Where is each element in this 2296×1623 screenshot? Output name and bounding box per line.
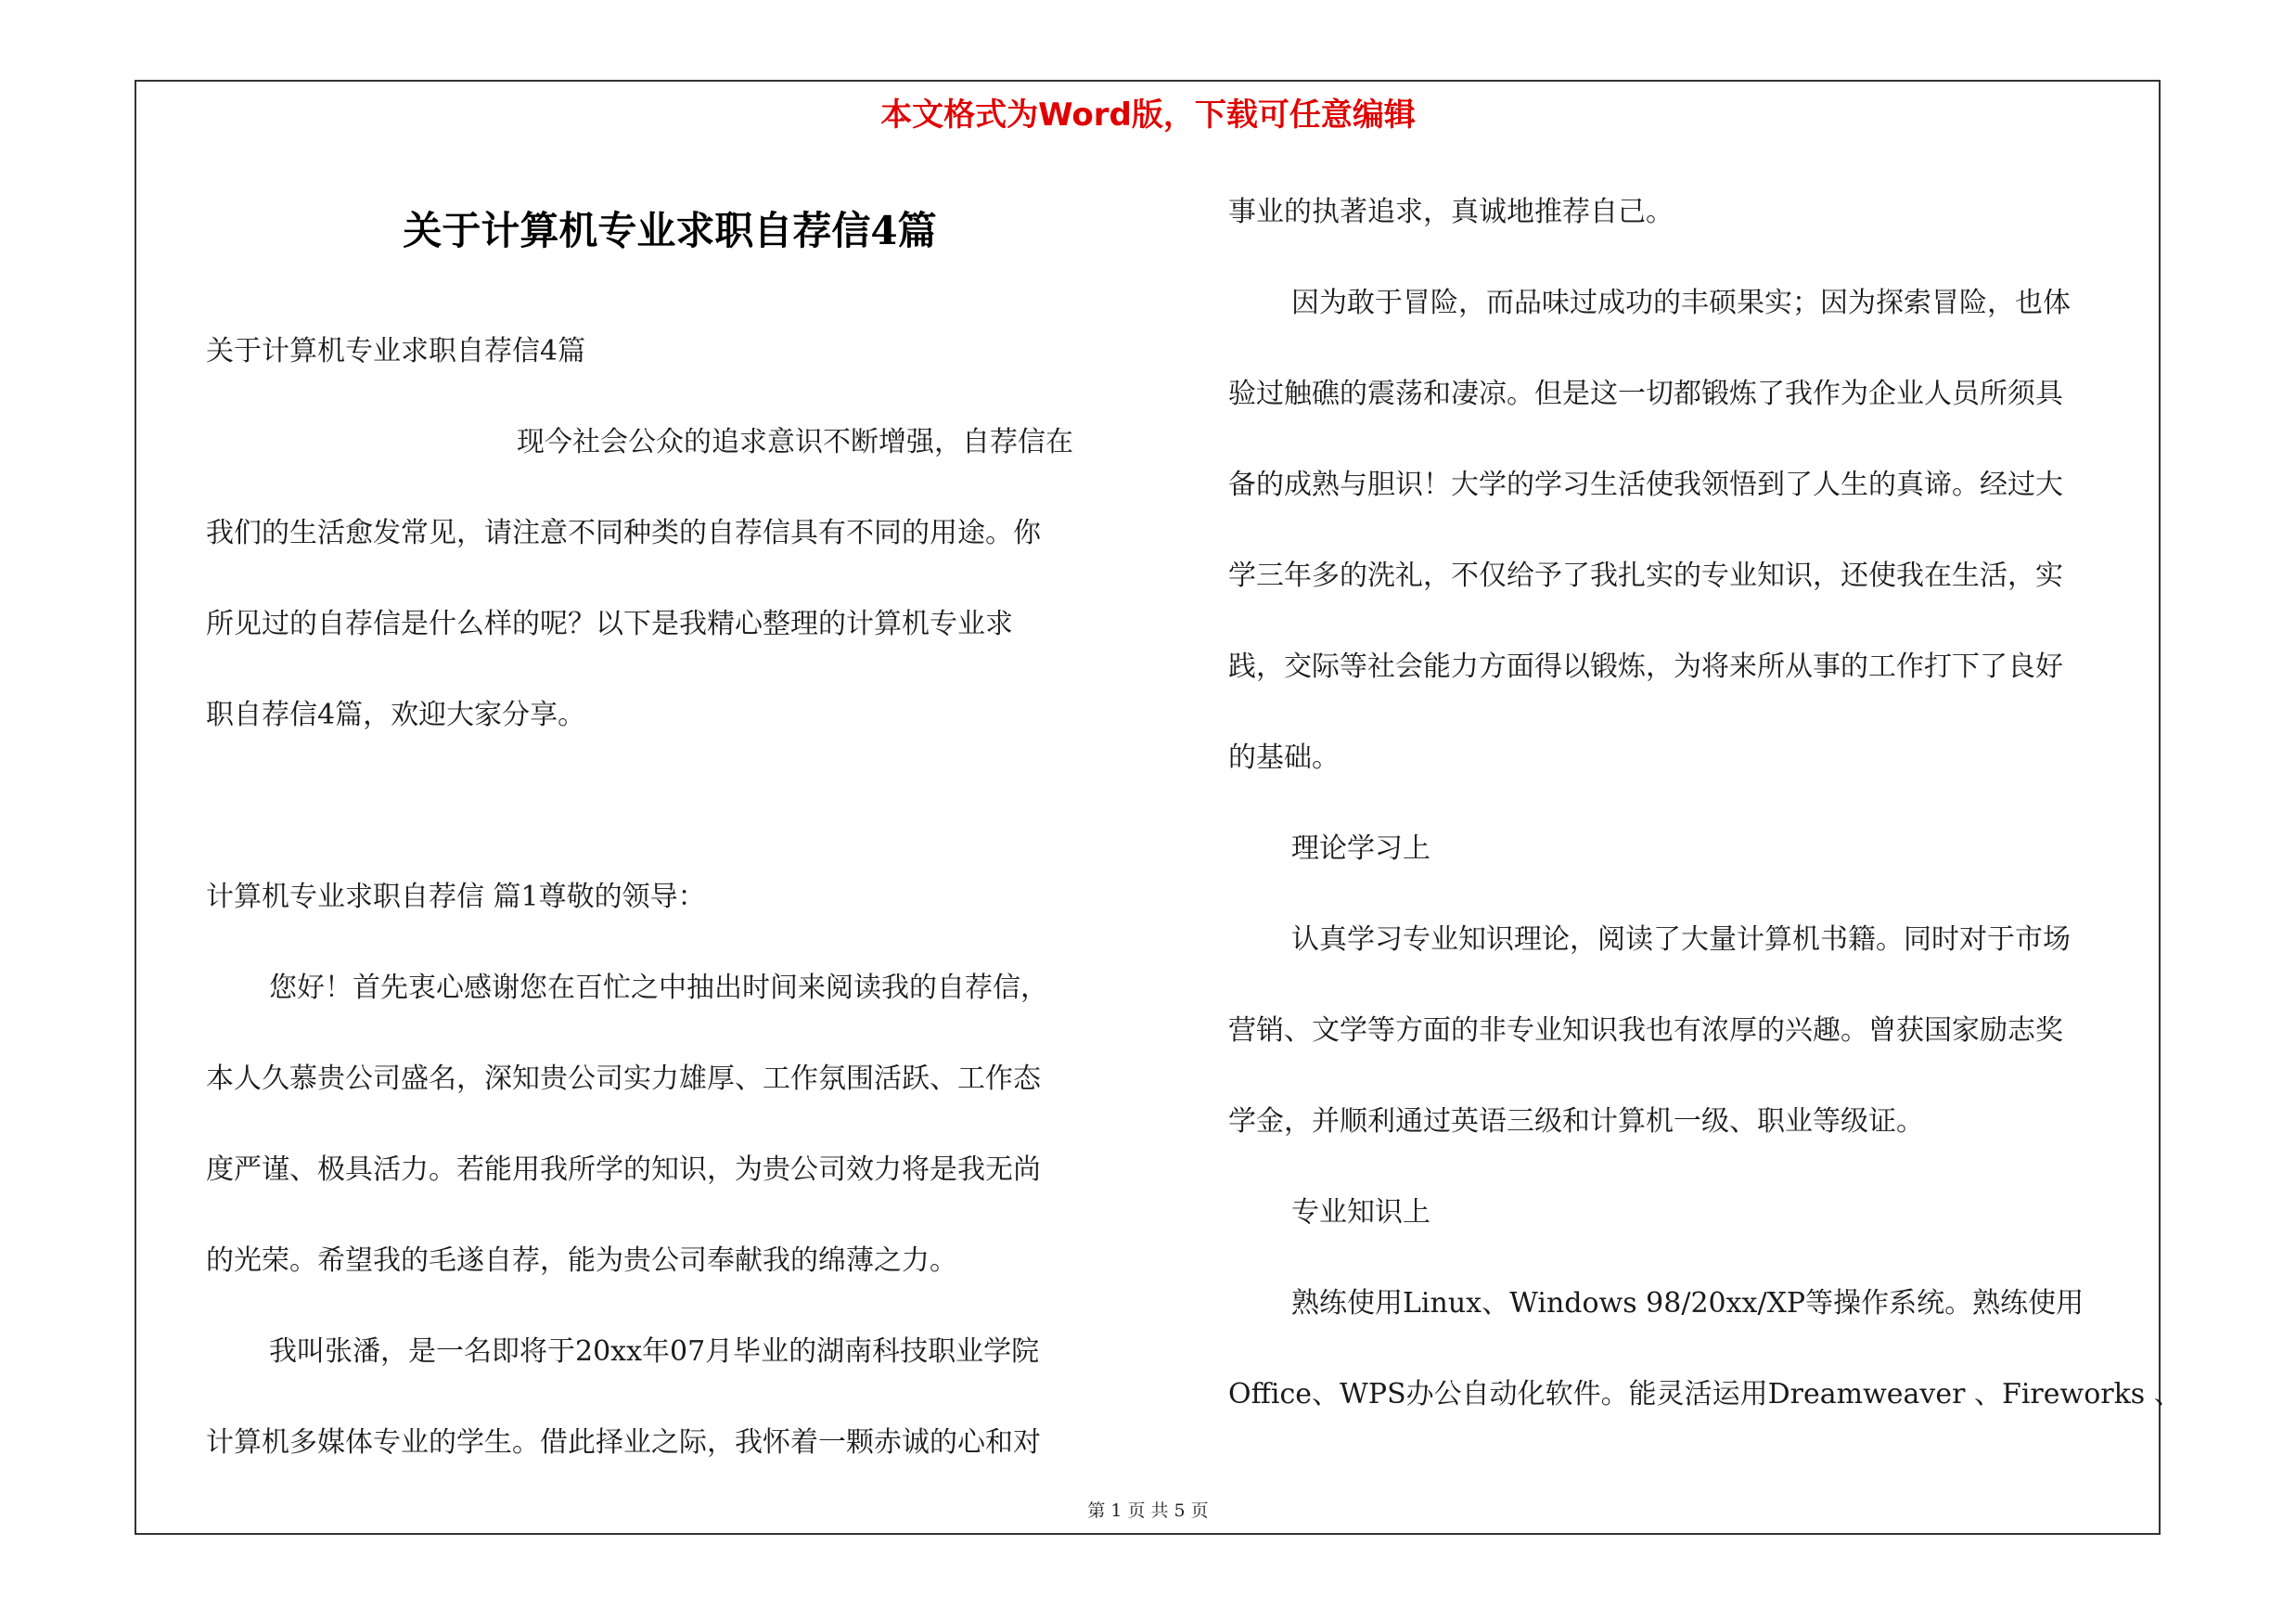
paragraph: 践，交际等社会能力方面得以锻炼，为将来所从事的工作打下了良好 <box>1228 650 2063 683</box>
paragraph: 认真学习专业知识理论，阅读了大量计算机书籍。同时对于市场 <box>1291 923 2071 956</box>
paragraph: 计算机多媒体专业的学生。借此择业之际，我怀着一颗赤诚的心和对 <box>206 1426 1041 1459</box>
paragraph: 备的成熟与胆识！大学的学习生活使我领悟到了人生的真谛。经过大 <box>1228 469 2063 501</box>
paragraph: Office、WPS办公自动化软件。能灵活运用Dreamweaver 、Fireworks 、 <box>1228 1378 2182 1410</box>
paragraph: 的光荣。希望我的毛遂自荐，能为贵公司奉献我的绵薄之力。 <box>206 1244 957 1277</box>
paragraph: 的基础。 <box>1228 741 1340 774</box>
page-footer: 第 1 页 共 5 页 <box>1087 1501 1209 1521</box>
paragraph: 学金，并顺利通过英语三级和计算机一级、职业等级证。 <box>1228 1105 1924 1138</box>
blank-line <box>206 761 1134 852</box>
paragraph: 事业的执著追求，真诚地推荐自己。 <box>1228 196 1674 228</box>
paragraph: 本人久慕贵公司盛名，深知贵公司实力雄厚、工作氛围活跃、工作态 <box>206 1063 1041 1095</box>
paragraph: 因为敢于冒险，而品味过成功的丰硕果实；因为探索冒险，也体 <box>1291 287 2071 319</box>
subheading: 理论学习上 <box>1291 832 1430 865</box>
paragraph: 营销、文学等方面的非专业知识我也有浓厚的兴趣。曾获国家励志奖 <box>1228 1014 2063 1047</box>
section-heading: 计算机专业求职自荐信 篇1尊敬的领导： <box>206 881 706 913</box>
left-column <box>206 306 1134 1488</box>
paragraph: 熟练使用Linux、Windows 98/20xx/XP等操作系统。熟练使用 <box>1291 1287 2084 1320</box>
paragraph: 现今社会公众的追求意识不断增强，自荐信在 <box>517 426 1073 458</box>
paragraph: 我叫张潘，是一名即将于20xx年07月毕业的湖南科技职业学院 <box>269 1335 1040 1368</box>
document-title: 关于计算机专业求职自荐信4篇 <box>403 208 937 253</box>
paragraph: 职自荐信4篇，欢迎大家分享。 <box>206 699 586 731</box>
right-column <box>1228 167 2182 1440</box>
subheading: 专业知识上 <box>1291 1196 1430 1229</box>
paragraph: 您好！首先衷心感谢您在百忙之中抽出时间来阅读我的自荐信， <box>269 972 1048 1004</box>
header-note: 本文格式为Word版，下载可任意编辑 <box>880 97 1416 134</box>
paragraph: 验过触礁的震荡和凄凉。但是这一切都锻炼了我作为企业人员所须具 <box>1228 378 2063 410</box>
paragraph: 所见过的自荐信是什么样的呢？以下是我精心整理的计算机专业求 <box>206 608 1013 640</box>
paragraph: 学三年多的洗礼，不仅给予了我扎实的专业知识，还使我在生活，实 <box>1228 560 2063 592</box>
paragraph: 关于计算机专业求职自荐信4篇 <box>206 335 586 367</box>
paragraph: 度严谨、极具活力。若能用我所学的知识，为贵公司效力将是我无尚 <box>206 1153 1041 1186</box>
paragraph: 我们的生活愈发常见，请注意不同种类的自荐信具有不同的用途。你 <box>206 517 1041 549</box>
